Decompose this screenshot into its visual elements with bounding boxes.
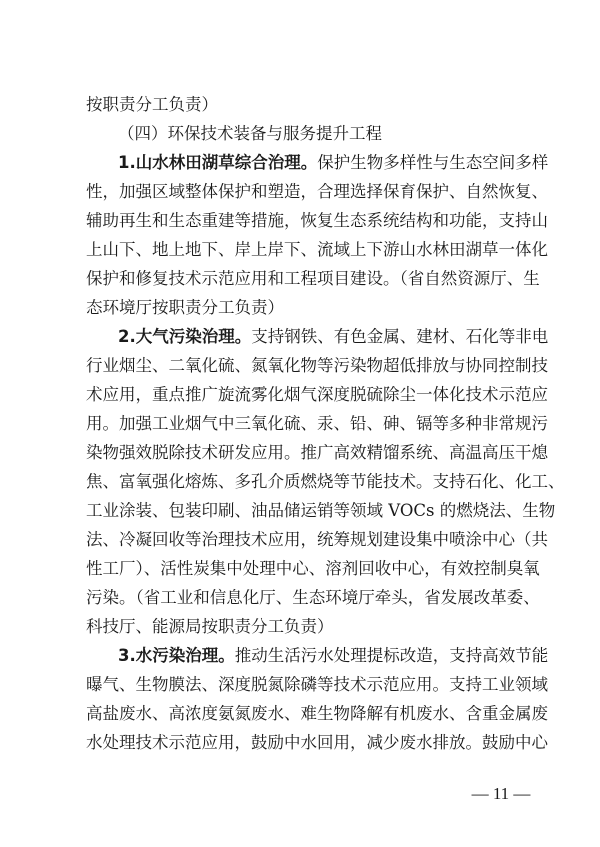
section-heading: （四）环保技术装备与服务提升工程 xyxy=(118,124,382,143)
text-line: 用。加强工业烟气中三氧化硫、汞、铅、砷、镉等多种非常规污 xyxy=(86,414,548,433)
text-line: 焦、富氧强化熔炼、多孔介质燃烧等节能技术。支持石化、化工、 xyxy=(86,472,565,491)
text-line: 工业涂装、包装印刷、油品储运销等领域 VOCs 的燃烧法、生物 xyxy=(86,501,556,520)
paragraph-1-first-line: 1.山水林田湖草综合治理。保护生物多样性与生态空间多样 xyxy=(118,153,549,172)
text-line: 态环境厅按职责分工负责） xyxy=(86,298,284,317)
item-heading: 1.山水林田湖草综合治理。 xyxy=(118,153,318,172)
page-number: — 11 — xyxy=(471,784,531,803)
item-heading: 3.水污染治理。 xyxy=(118,646,235,665)
text-line: 法、冷凝回收等治理技术应用，统筹规划建设集中喷涂中心（共 xyxy=(86,530,548,549)
text-line: 按职责分工负责） xyxy=(86,95,218,114)
text-line: 性，加强区域整体保护和塑造，合理选择保育保护、自然恢复、 xyxy=(86,182,548,201)
text-line: 性工厂）、活性炭集中处理中心、溶剂回收中心，有效控制臭氧 xyxy=(86,559,540,578)
text-line: 染物强效脱除技术研发应用。推广高效精馏系统、高温高压干熄 xyxy=(86,443,548,462)
text-line: 水处理技术示范应用，鼓励中水回用，减少废水排放。鼓励中心 xyxy=(86,733,548,752)
text-line: 高盐废水、高浓度氨氮废水、难生物降解有机废水、含重金属废 xyxy=(86,704,548,723)
text-line: 保护和修复技术示范应用和工程项目建设。（省自然资源厅、生 xyxy=(86,269,540,288)
text-line: 行业烟尘、二氧化硫、氮氧化物等污染物超低排放与协同控制技 xyxy=(86,356,548,375)
paragraph-2-first-line: 2.大气污染治理。支持钢铁、有色金属、建材、石化等非电 xyxy=(118,327,549,346)
paragraph-3-first-line: 3.水污染治理。推动生活污水处理提标改造，支持高效节能 xyxy=(118,646,549,665)
text-line: 术应用，重点推广旋流雾化烟气深度脱硫除尘一体化技术示范应 xyxy=(86,385,548,404)
item-heading: 2.大气污染治理。 xyxy=(118,327,252,346)
text-line: 污染。（省工业和信息化厅、生态环境厅牵头，省发展改革委、 xyxy=(86,588,540,607)
text-line: 曝气、生物膜法、深度脱氮除磷等技术示范应用。支持工业领域 xyxy=(86,675,548,694)
text-line: 上山下、地上地下、岸上岸下、流域上下游山水林田湖草一体化 xyxy=(86,240,548,259)
text-line: 辅助再生和生态重建等措施，恢复生态系统结构和功能，支持山 xyxy=(86,211,548,230)
text-line: 科技厅、能源局按职责分工负责） xyxy=(86,617,334,636)
